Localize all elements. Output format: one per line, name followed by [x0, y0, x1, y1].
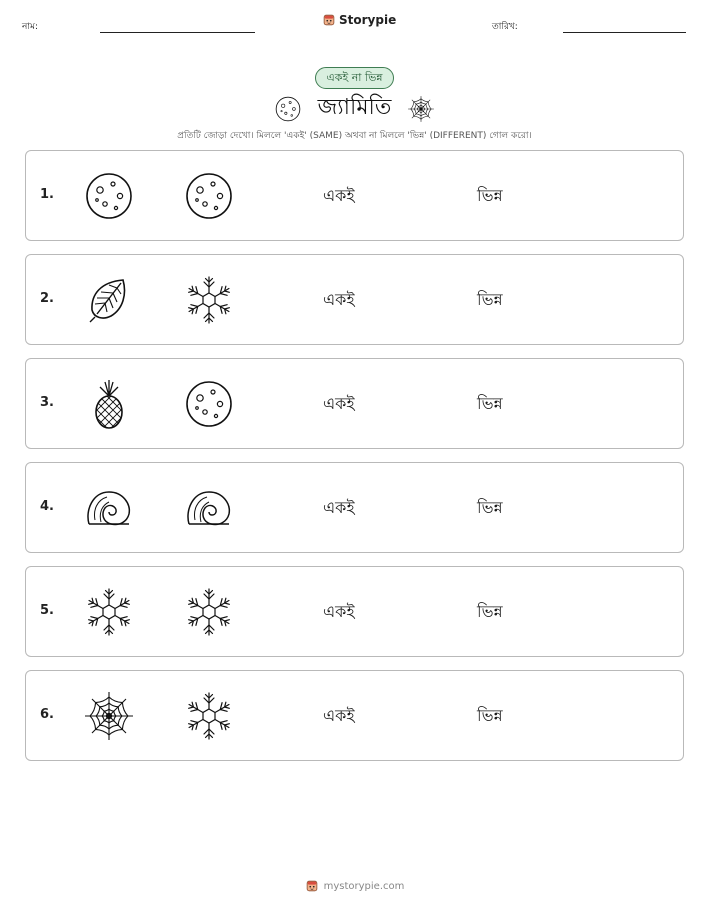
- option-same[interactable]: একই: [323, 186, 355, 205]
- option-different[interactable]: ভিন্ন: [477, 186, 503, 205]
- brand-logo: [322, 13, 396, 27]
- question-row-1: [25, 150, 684, 241]
- option-same[interactable]: একই: [323, 602, 355, 621]
- snowflake-icon: [183, 586, 235, 638]
- shell-icon: [183, 482, 235, 534]
- snowflake-icon: [183, 274, 235, 326]
- spider-web-icon: [83, 690, 135, 742]
- question-row-3: [25, 358, 684, 449]
- option-different[interactable]: ভিন্ন: [477, 290, 503, 309]
- question-number: 6.: [40, 707, 54, 722]
- moon-icon: [274, 95, 302, 123]
- option-same[interactable]: একই: [323, 394, 355, 413]
- footer: [0, 879, 709, 893]
- option-different[interactable]: ভিন্ন: [477, 498, 503, 517]
- snowflake-icon: [83, 586, 135, 638]
- question-number: 1.: [40, 187, 54, 202]
- category-badge: একই না ভিন্ন: [315, 67, 394, 89]
- moon-icon: [83, 170, 135, 222]
- date-line[interactable]: [563, 32, 686, 33]
- option-same[interactable]: একই: [323, 498, 355, 517]
- moon-icon: [183, 378, 235, 430]
- mascot-icon: [322, 13, 336, 27]
- question-row-6: [25, 670, 684, 761]
- option-different[interactable]: ভিন্ন: [477, 602, 503, 621]
- title-row: [0, 90, 709, 127]
- pineapple-icon: [83, 378, 135, 430]
- question-number: 2.: [40, 291, 54, 306]
- name-line[interactable]: [100, 32, 255, 33]
- option-different[interactable]: ভিন্ন: [477, 394, 503, 413]
- instructions: প্রতিটি জোড়া দেখো। মিললে 'একই' (SAME) অথবা না মিললে 'ভিন্ন' (DIFFERENT) গোল করো।: [177, 131, 532, 141]
- question-row-4: [25, 462, 684, 553]
- option-same[interactable]: একই: [323, 290, 355, 309]
- question-row-5: [25, 566, 684, 657]
- page-title: জ্যামিতি: [317, 95, 392, 120]
- leaf-icon: [83, 274, 135, 326]
- brand-name: Storypie: [339, 13, 397, 27]
- name-label: নাম:: [22, 22, 39, 32]
- mascot-icon: [305, 879, 319, 893]
- footer-link[interactable]: mystorypie.com: [323, 880, 405, 892]
- question-number: 4.: [40, 499, 54, 514]
- date-label: তারিখ:: [492, 22, 518, 32]
- snowflake-icon: [183, 690, 235, 742]
- shell-icon: [83, 482, 135, 534]
- option-different[interactable]: ভিন্ন: [477, 706, 503, 725]
- question-row-2: [25, 254, 684, 345]
- question-number: 5.: [40, 603, 54, 618]
- option-same[interactable]: একই: [323, 706, 355, 725]
- question-number: 3.: [40, 395, 54, 410]
- spider-web-icon: [407, 95, 435, 123]
- moon-icon: [183, 170, 235, 222]
